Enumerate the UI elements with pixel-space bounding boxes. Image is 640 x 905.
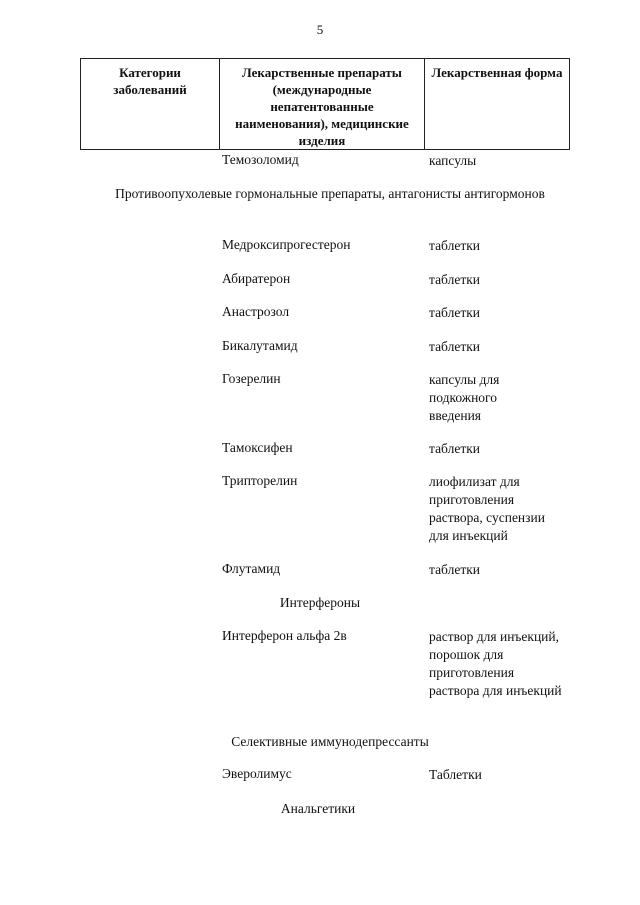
section-heading: Противоопухолевые гормональные препараты, антагонисты антигормонов [115,186,545,201]
drug-name: Анастрозол [222,304,290,319]
dosage-form: таблетки [429,339,481,354]
drug-name: Эверолимус [222,766,292,781]
header-drugs: Лекарственные препараты (международные непатентованные наименования), медицинские изделия [235,65,409,148]
drug-name: Абиратерон [222,271,291,286]
section-heading: Селективные иммунодепрессанты [231,734,429,749]
header-form: Лекарственная форма [431,65,563,80]
table-header [80,58,570,150]
column-divider [219,59,220,149]
drug-name: Интерферон альфа 2в [222,628,347,643]
drug-name: Трипторелин [222,473,298,488]
dosage-form: капсулы для подкожного введения [429,372,500,423]
header-categories: Категории заболеваний [113,65,187,97]
dosage-form: капсулы [429,153,477,168]
drug-name: Гозерелин [222,371,281,386]
drug-name: Тамоксифен [222,440,293,455]
column-divider [424,59,425,149]
drug-name: Медроксипрогестерон [222,237,351,252]
dosage-form: таблетки [429,272,481,287]
section-heading: Интерфероны [279,595,361,610]
drug-name: Темозоломид [222,152,299,167]
drug-name: Бикалутамид [222,338,298,353]
section-heading: Анальгетики [280,801,356,816]
dosage-form: таблетки [429,441,481,456]
drug-name: Флутамид [222,561,281,576]
dosage-form: таблетки [429,562,481,577]
dosage-form: таблетки [429,238,481,253]
dosage-form: раствор для инъекций, порошок для приготовления раствора для инъекций [429,629,562,698]
dosage-form: Таблетки [429,767,482,782]
dosage-form: лиофилизат для приготовления раствора, суспензии для инъекций [429,474,545,543]
page-number: 5 [316,22,324,37]
dosage-form: таблетки [429,305,481,320]
